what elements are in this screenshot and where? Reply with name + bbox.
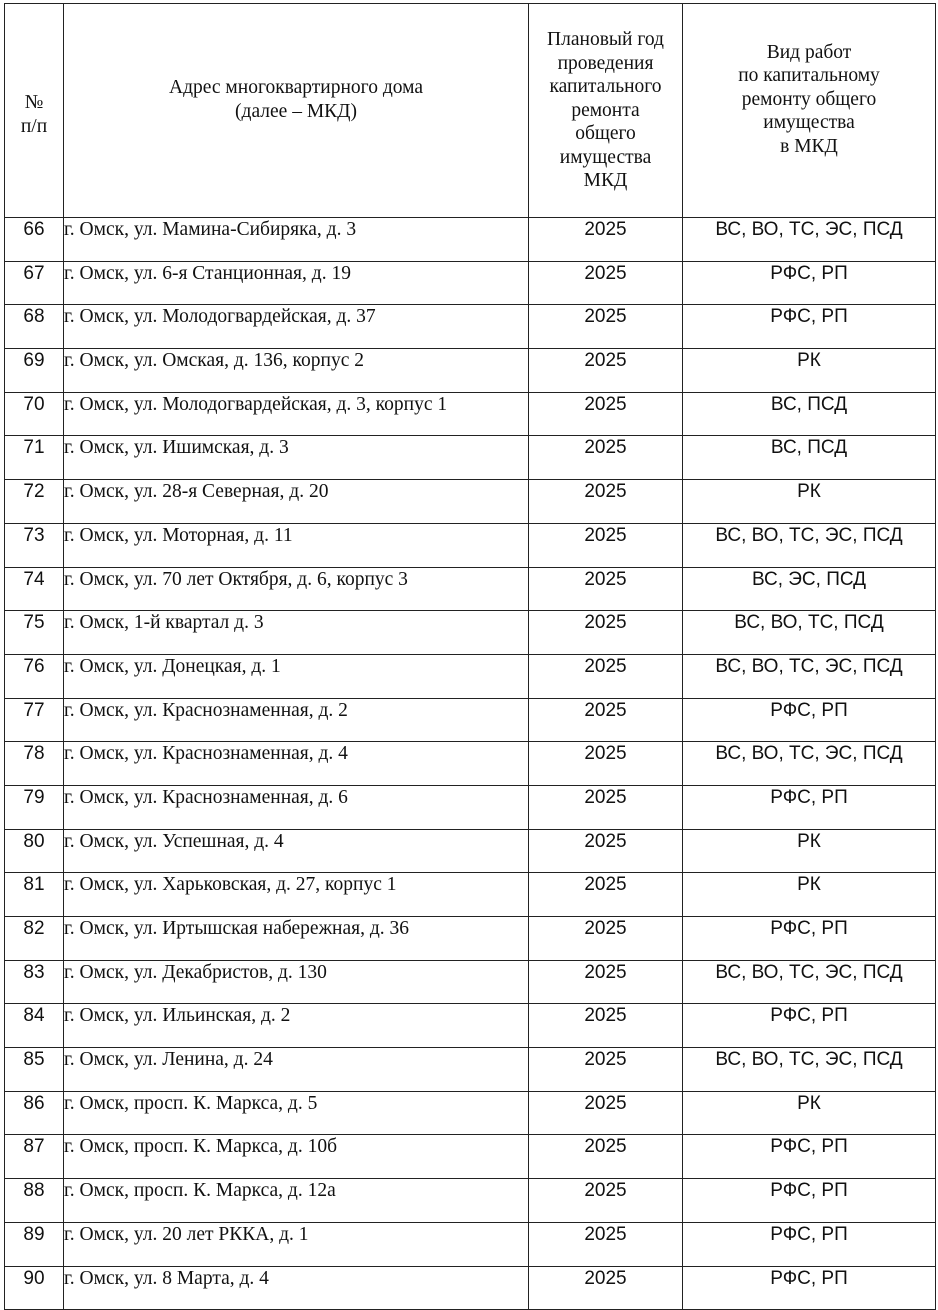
row-address: г. Омск, просп. К. Маркса, д. 5 — [64, 1091, 529, 1135]
table-row — [5, 305, 936, 349]
row-year: 2025 — [529, 1135, 683, 1179]
row-year: 2025 — [529, 829, 683, 873]
row-year: 2025 — [529, 261, 683, 305]
row-works: РК — [683, 873, 936, 917]
row-number: 66 — [5, 218, 64, 262]
row-works: РК — [683, 829, 936, 873]
row-works: РК — [683, 349, 936, 393]
row-address: г. Омск, ул. Декабристов, д. 130 — [64, 960, 529, 1004]
row-works: РФС, РП — [683, 1004, 936, 1048]
row-number: 75 — [5, 611, 64, 655]
table-row — [5, 698, 936, 742]
row-address: г. Омск, ул. 6-я Станционная, д. 19 — [64, 261, 529, 305]
table-row — [5, 1135, 936, 1179]
row-address: г. Омск, ул. Краснознаменная, д. 2 — [64, 698, 529, 742]
row-address: г. Омск, ул. Ильинская, д. 2 — [64, 1004, 529, 1048]
row-number: 86 — [5, 1091, 64, 1135]
row-year: 2025 — [529, 1179, 683, 1223]
row-year: 2025 — [529, 218, 683, 262]
row-year: 2025 — [529, 1091, 683, 1135]
row-works: РФС, РП — [683, 785, 936, 829]
row-works: ВС, ВО, ТС, ЭС, ПСД — [683, 960, 936, 1004]
table-row — [5, 1266, 936, 1310]
row-year: 2025 — [529, 567, 683, 611]
row-number: 70 — [5, 392, 64, 436]
row-year: 2025 — [529, 480, 683, 524]
header-num: № п/п — [5, 4, 64, 218]
row-number: 76 — [5, 654, 64, 698]
table-row — [5, 873, 936, 917]
row-address: г. Омск, 1-й квартал д. 3 — [64, 611, 529, 655]
row-works: РФС, РП — [683, 698, 936, 742]
row-year: 2025 — [529, 698, 683, 742]
row-number: 68 — [5, 305, 64, 349]
table-header — [5, 4, 936, 218]
row-number: 79 — [5, 785, 64, 829]
row-address: г. Омск, ул. Донецкая, д. 1 — [64, 654, 529, 698]
row-number: 77 — [5, 698, 64, 742]
row-year: 2025 — [529, 960, 683, 1004]
row-number: 85 — [5, 1048, 64, 1092]
row-number: 80 — [5, 829, 64, 873]
row-number: 88 — [5, 1179, 64, 1223]
row-number: 74 — [5, 567, 64, 611]
table-row — [5, 742, 936, 786]
row-address: г. Омск, ул. 20 лет РККА, д. 1 — [64, 1222, 529, 1266]
row-year: 2025 — [529, 305, 683, 349]
table-row — [5, 611, 936, 655]
row-works: РФС, РП — [683, 305, 936, 349]
table-row — [5, 829, 936, 873]
row-works: РФС, РП — [683, 1266, 936, 1310]
header-address: Адрес многоквартирного дома (далее – МКД) — [64, 4, 529, 218]
row-number: 90 — [5, 1266, 64, 1310]
row-number: 78 — [5, 742, 64, 786]
row-number: 81 — [5, 873, 64, 917]
row-works: ВС, ВО, ТС, ЭС, ПСД — [683, 218, 936, 262]
table-row — [5, 261, 936, 305]
table-row — [5, 1091, 936, 1135]
row-works: РФС, РП — [683, 261, 936, 305]
row-address: г. Омск, ул. Ленина, д. 24 — [64, 1048, 529, 1092]
table-row — [5, 1222, 936, 1266]
row-works: РФС, РП — [683, 1179, 936, 1223]
row-works: ВС, ВО, ТС, ЭС, ПСД — [683, 742, 936, 786]
row-works: ВС, ПСД — [683, 392, 936, 436]
table-row — [5, 960, 936, 1004]
table-row — [5, 567, 936, 611]
row-number: 87 — [5, 1135, 64, 1179]
row-year: 2025 — [529, 1266, 683, 1310]
row-number: 84 — [5, 1004, 64, 1048]
table-row — [5, 917, 936, 961]
row-number: 82 — [5, 917, 64, 961]
row-works: ВС, ВО, ТС, ЭС, ПСД — [683, 523, 936, 567]
table-body — [5, 218, 936, 1310]
table-row — [5, 1048, 936, 1092]
row-number: 69 — [5, 349, 64, 393]
row-address: г. Омск, ул. Молодогвардейская, д. 3, корпус 1 — [64, 392, 529, 436]
row-works: РК — [683, 480, 936, 524]
table-row — [5, 1004, 936, 1048]
row-year: 2025 — [529, 917, 683, 961]
table-row — [5, 785, 936, 829]
row-works: ВС, ВО, ТС, ЭС, ПСД — [683, 1048, 936, 1092]
row-address: г. Омск, ул. Краснознаменная, д. 4 — [64, 742, 529, 786]
header-works: Вид работ по капитальному ремонту общего имущества в МКД — [683, 4, 936, 218]
table-row — [5, 436, 936, 480]
row-works: РК — [683, 1091, 936, 1135]
table-row — [5, 523, 936, 567]
row-address: г. Омск, ул. Ишимская, д. 3 — [64, 436, 529, 480]
header-row — [5, 4, 936, 218]
row-address: г. Омск, просп. К. Маркса, д. 10б — [64, 1135, 529, 1179]
row-year: 2025 — [529, 1222, 683, 1266]
row-address: г. Омск, ул. Моторная, д. 11 — [64, 523, 529, 567]
row-address: г. Омск, ул. Иртышская набережная, д. 36 — [64, 917, 529, 961]
row-works: ВС, ПСД — [683, 436, 936, 480]
row-works: ВС, ВО, ТС, ЭС, ПСД — [683, 654, 936, 698]
row-year: 2025 — [529, 1004, 683, 1048]
row-number: 83 — [5, 960, 64, 1004]
row-year: 2025 — [529, 436, 683, 480]
row-address: г. Омск, ул. Молодогвардейская, д. 37 — [64, 305, 529, 349]
capital-repair-table — [4, 3, 936, 1310]
row-year: 2025 — [529, 873, 683, 917]
table-row — [5, 480, 936, 524]
table-row — [5, 654, 936, 698]
table-row — [5, 349, 936, 393]
row-address: г. Омск, ул. Омская, д. 136, корпус 2 — [64, 349, 529, 393]
row-works: РФС, РП — [683, 917, 936, 961]
row-address: г. Омск, ул. Успешная, д. 4 — [64, 829, 529, 873]
row-year: 2025 — [529, 1048, 683, 1092]
table-row — [5, 1179, 936, 1223]
row-number: 73 — [5, 523, 64, 567]
row-works: РФС, РП — [683, 1135, 936, 1179]
row-number: 67 — [5, 261, 64, 305]
header-year: Плановый год проведения капитального ремонта общего имущества МКД — [529, 4, 683, 218]
row-address: г. Омск, ул. 8 Марта, д. 4 — [64, 1266, 529, 1310]
row-number: 72 — [5, 480, 64, 524]
row-address: г. Омск, ул. 70 лет Октября, д. 6, корпус 3 — [64, 567, 529, 611]
row-works: ВС, ВО, ТС, ПСД — [683, 611, 936, 655]
row-number: 89 — [5, 1222, 64, 1266]
row-year: 2025 — [529, 349, 683, 393]
row-address: г. Омск, ул. Харьковская, д. 27, корпус 1 — [64, 873, 529, 917]
row-year: 2025 — [529, 742, 683, 786]
row-address: г. Омск, ул. 28-я Северная, д. 20 — [64, 480, 529, 524]
row-address: г. Омск, ул. Краснознаменная, д. 6 — [64, 785, 529, 829]
row-works: ВС, ЭС, ПСД — [683, 567, 936, 611]
row-year: 2025 — [529, 392, 683, 436]
row-works: РФС, РП — [683, 1222, 936, 1266]
row-year: 2025 — [529, 654, 683, 698]
row-year: 2025 — [529, 523, 683, 567]
row-number: 71 — [5, 436, 64, 480]
table-row — [5, 218, 936, 262]
row-year: 2025 — [529, 611, 683, 655]
table-row — [5, 392, 936, 436]
row-address: г. Омск, ул. Мамина-Сибиряка, д. 3 — [64, 218, 529, 262]
row-year: 2025 — [529, 785, 683, 829]
row-address: г. Омск, просп. К. Маркса, д. 12а — [64, 1179, 529, 1223]
